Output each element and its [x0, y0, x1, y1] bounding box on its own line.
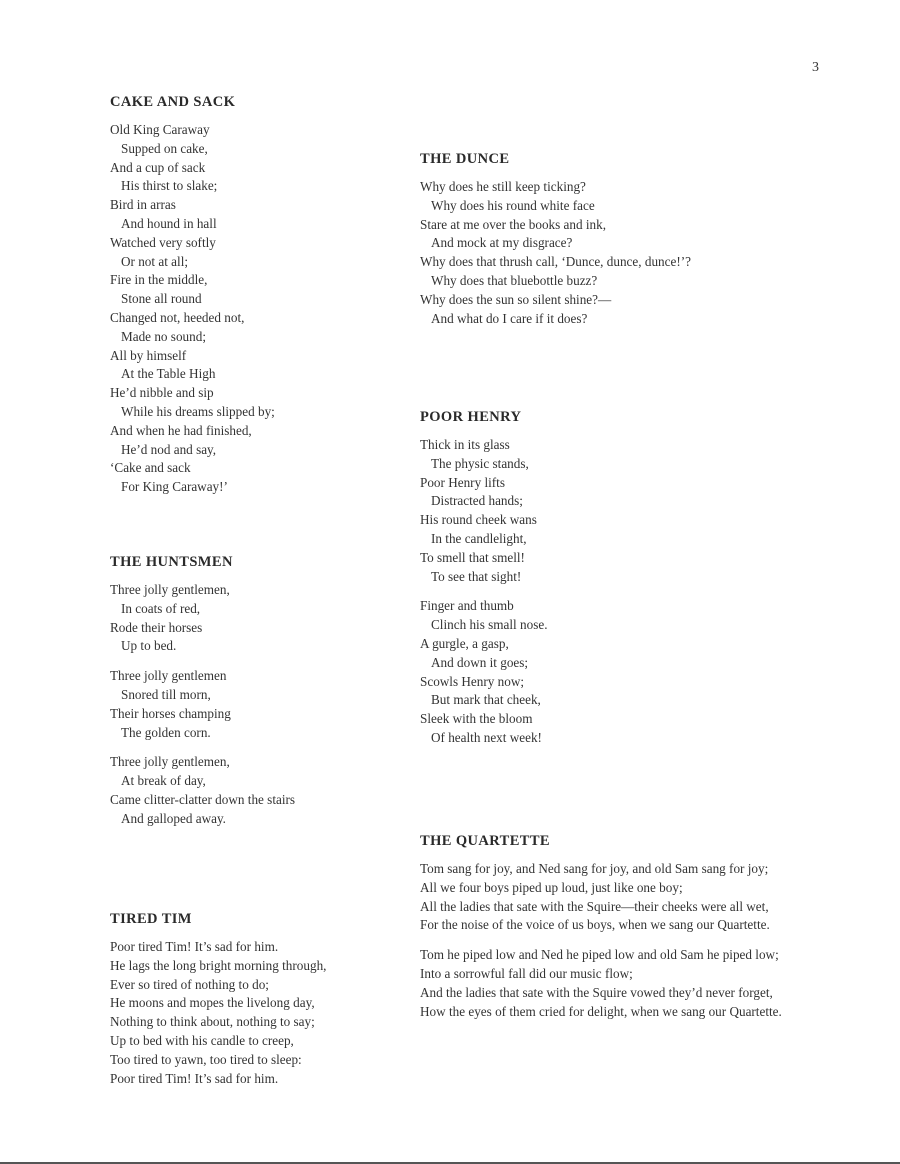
poem-line: The physic stands,	[431, 455, 529, 471]
poem-line: Three jolly gentlemen,	[110, 582, 230, 597]
poem-line: Why does that thrush call, ‘Dunce, dunce, dunce!’?	[420, 254, 691, 270]
poem-title: THE QUARTETTE	[420, 833, 550, 849]
poem-line: While his dreams slipped by;	[121, 403, 275, 419]
stanza	[110, 938, 326, 1088]
poem-line: Finger and thumb	[420, 598, 514, 614]
poem-line: And down it goes;	[431, 654, 529, 670]
poem-line: Why does the sun so silent shine?—	[420, 291, 612, 307]
poem-line: For the noise of the voice of us boys, when we sang our Quartette.	[420, 917, 770, 933]
poem-line: How the eyes of them cried for delight, when we sang our Quartette.	[420, 1003, 782, 1019]
poem-title: THE HUNTSMEN	[110, 554, 233, 570]
poem-line: Made no sound;	[121, 328, 206, 344]
poem-line: His round cheek wans	[420, 512, 537, 528]
stanza	[110, 581, 295, 656]
poem-line: Fire in the middle,	[110, 272, 208, 288]
poem-line: ‘Cake and sack	[110, 460, 191, 476]
poem-title: THE DUNCE	[420, 151, 510, 167]
poem-line: Supped on cake,	[121, 140, 208, 156]
poem-line: Nothing to think about, nothing to say;	[110, 1014, 315, 1030]
poem-the-quartette	[420, 832, 782, 1032]
poem-line: Changed not, heeded not,	[110, 309, 245, 325]
poem-line: Too tired to yawn, too tired to sleep:	[110, 1051, 302, 1067]
poem-line: Of health next week!	[431, 729, 542, 745]
poem-line: And galloped away.	[121, 810, 226, 826]
poem-line: Came clitter-clatter down the stairs	[110, 791, 296, 807]
poem-tired-tim	[110, 910, 326, 1099]
poem-line: Poor tired Tim! It’s sad for him.	[110, 939, 279, 954]
stanza	[420, 178, 691, 328]
poem-line: But mark that cheek,	[431, 692, 541, 708]
poem-line: He moons and mopes the livelong day,	[110, 995, 315, 1011]
poem-line: Distracted hands;	[431, 493, 523, 509]
poem-line: Clinch his small nose.	[431, 617, 548, 633]
poem-line: In the candlelight,	[431, 530, 527, 546]
poem-line: Thick in its glass	[420, 437, 510, 452]
poem-line: Watched very softly	[110, 234, 216, 250]
poem-the-huntsmen	[110, 553, 295, 840]
poem-line: Stone all round	[121, 291, 202, 307]
poem-line: Why does his round white face	[431, 197, 595, 213]
poem-the-dunce	[420, 150, 691, 339]
poem-line: Poor Henry lifts	[420, 474, 505, 490]
poem-line: To smell that smell!	[420, 549, 525, 565]
poem-poor-henry	[420, 408, 548, 759]
poem-title: POOR HENRY	[420, 409, 522, 425]
poem-line: Scowls Henry now;	[420, 673, 525, 689]
poem-line: He’d nod and say,	[121, 441, 217, 457]
stanza	[110, 667, 295, 742]
poem-line: And the ladies that sate with the Squire vowed they’d never forget,	[420, 984, 773, 1000]
stanza	[420, 436, 548, 586]
poem-line: Why does that bluebottle buzz?	[431, 272, 598, 288]
poem-line: For King Caraway!’	[121, 479, 228, 495]
poem-line: Three jolly gentlemen,	[110, 754, 230, 770]
poem-line: All by himself	[110, 347, 187, 363]
poem-line: And hound in hall	[121, 215, 217, 231]
poem-cake-and-sack	[110, 93, 275, 508]
poem-line: In coats of red,	[121, 600, 201, 616]
poem-line: All the ladies that sate with the Squire—their cheeks were all wet,	[420, 898, 769, 914]
poem-line: At the Table High	[121, 366, 216, 382]
poem-title: TIRED TIM	[110, 911, 192, 927]
poem-line: The golden corn.	[121, 724, 211, 740]
poem-line: His thirst to slake;	[121, 178, 218, 194]
poem-line: Snored till morn,	[121, 686, 211, 702]
poem-line: All we four boys piped up loud, just like one boy;	[420, 879, 683, 895]
poem-line: Tom sang for joy, and Ned sang for joy, and old Sam sang for joy;	[420, 861, 769, 876]
poem-line: Into a sorrowful fall did our music flow;	[420, 965, 633, 981]
stanza	[420, 597, 548, 747]
poem-line: Up to bed with his candle to creep,	[110, 1032, 294, 1048]
poem-line: Why does he still keep ticking?	[420, 179, 586, 194]
poem-title: CAKE AND SACK	[110, 94, 236, 110]
page-number: 3	[812, 60, 819, 75]
poem-line: And mock at my disgrace?	[431, 235, 573, 251]
poem-line: And when he had finished,	[110, 422, 252, 438]
poem-line: To see that sight!	[431, 568, 522, 584]
poem-line: And a cup of sack	[110, 159, 206, 175]
poem-line: He lags the long bright morning through,	[110, 957, 327, 973]
stanza	[110, 753, 295, 828]
poem-line: A gurgle, a gasp,	[420, 635, 509, 651]
poem-line: Up to bed.	[121, 638, 177, 654]
stanza	[420, 946, 782, 1021]
poem-line: He’d nibble and sip	[110, 385, 214, 401]
stanza	[420, 860, 782, 935]
poem-line: Ever so tired of nothing to do;	[110, 976, 269, 992]
poem-line: Three jolly gentlemen	[110, 668, 227, 684]
poem-line: Sleek with the bloom	[420, 711, 533, 727]
stanza	[110, 121, 275, 497]
poem-line: Tom he piped low and Ned he piped low and old Sam he piped low;	[420, 947, 779, 963]
poem-line: At break of day,	[121, 773, 206, 789]
poem-line: Or not at all;	[121, 253, 189, 269]
poem-line: Rode their horses	[110, 619, 203, 635]
poem-line: And what do I care if it does?	[431, 310, 588, 326]
poem-line: Poor tired Tim! It’s sad for him.	[110, 1070, 279, 1086]
poem-line: Stare at me over the books and ink,	[420, 216, 607, 232]
poem-line: Their horses champing	[110, 705, 231, 721]
poem-line: Old King Caraway	[110, 122, 210, 137]
poem-line: Bird in arras	[110, 197, 176, 213]
